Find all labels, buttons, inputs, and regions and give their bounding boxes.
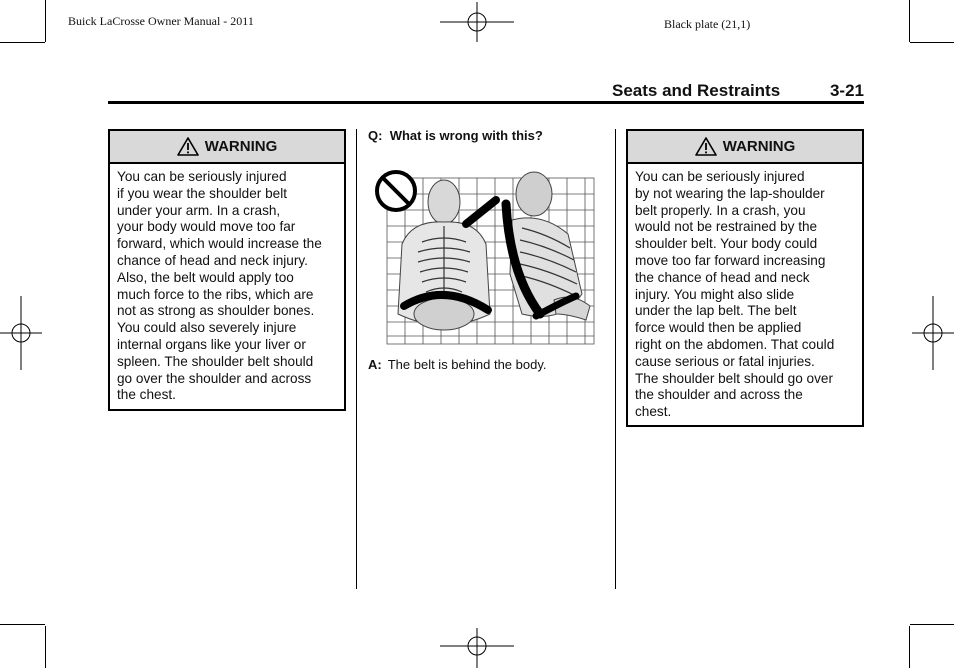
warning-line: Also, the belt would apply too <box>117 269 294 285</box>
warning-line: cause serious or fatal injuries. <box>635 353 815 369</box>
seatbelt-illustration <box>372 164 596 346</box>
warning-line: The shoulder belt should go over <box>635 370 833 386</box>
crop-mark <box>0 624 45 625</box>
warning-line: the chance of head and neck <box>635 269 810 285</box>
crop-mark <box>45 0 46 42</box>
registration-mark-icon <box>0 296 42 370</box>
warning-line: if you wear the shoulder belt <box>117 185 288 201</box>
warning-line: would not be restrained by the <box>635 219 818 235</box>
warning-line: move too far forward increasing <box>635 252 826 268</box>
header-rule <box>108 101 864 104</box>
warning-line: chest. <box>635 404 672 420</box>
crop-mark <box>909 0 910 42</box>
warning-triangle-icon <box>695 137 717 156</box>
warning-text <box>628 164 862 421</box>
section-title: Seats and Restraints <box>612 81 781 100</box>
crop-mark <box>45 626 46 668</box>
warning-line: belt properly. In a crash, you <box>635 202 806 218</box>
column-divider <box>615 129 616 589</box>
registration-mark-icon <box>440 2 514 42</box>
warning-line: the chest. <box>117 387 176 403</box>
document-header-title: Buick LaCrosse Owner Manual - 2011 <box>68 14 254 28</box>
question <box>368 128 543 143</box>
warning-line: the shoulder and across the <box>635 387 803 403</box>
warning-triangle-icon <box>177 137 199 156</box>
warning-line: You can be seriously injured <box>635 169 805 184</box>
warning-line: not as strong as shoulder bones. <box>117 303 315 319</box>
warning-line: You can be seriously injured <box>117 169 287 184</box>
warning-title: WARNING <box>722 138 796 155</box>
warning-line: right on the abdomen. That could <box>635 336 835 352</box>
crop-mark <box>910 624 954 625</box>
warning-line: go over the shoulder and across <box>117 370 312 386</box>
answer-text: The belt is behind the body. <box>387 357 547 372</box>
crop-mark <box>910 42 954 43</box>
warning-line: by not wearing the lap-shoulder <box>635 185 825 201</box>
warning-line: chance of head and neck injury. <box>117 252 308 268</box>
warning-line: injury. You might also slide <box>635 286 795 302</box>
warning-line: your body would move too far <box>117 219 296 235</box>
registration-mark-icon <box>912 296 954 370</box>
crop-mark <box>909 626 910 668</box>
column-divider <box>356 129 357 589</box>
answer-label: A: <box>368 357 382 372</box>
warning-line: much force to the ribs, which are <box>117 286 314 302</box>
prohibited-icon <box>377 172 415 210</box>
warning-header <box>628 131 862 164</box>
warning-line: shoulder belt. Your body could <box>635 236 818 252</box>
answer <box>368 357 546 372</box>
warning-line: spleen. The shoulder belt should <box>117 353 314 369</box>
warning-line: forward, which would increase the <box>117 236 322 252</box>
warning-title: WARNING <box>204 138 278 155</box>
plate-label: Black plate (21,1) <box>664 17 751 31</box>
warning-line: force would then be applied <box>635 320 802 336</box>
warning-line: under the lap belt. The belt <box>635 303 797 319</box>
warning-line: You could also severely injure <box>117 320 297 336</box>
page-number: 3-21 <box>829 81 864 100</box>
question-label: Q: <box>368 128 383 143</box>
registration-mark-icon <box>440 628 514 668</box>
warning-box <box>108 129 346 411</box>
warning-line: internal organs like your liver or <box>117 336 306 352</box>
section-heading <box>612 81 864 101</box>
warning-line: under your arm. In a crash, <box>117 202 281 218</box>
crop-mark <box>0 42 45 43</box>
warning-box <box>626 129 864 427</box>
question-text: What is wrong with this? <box>389 128 543 143</box>
warning-header <box>110 131 344 164</box>
warning-text <box>110 164 344 404</box>
